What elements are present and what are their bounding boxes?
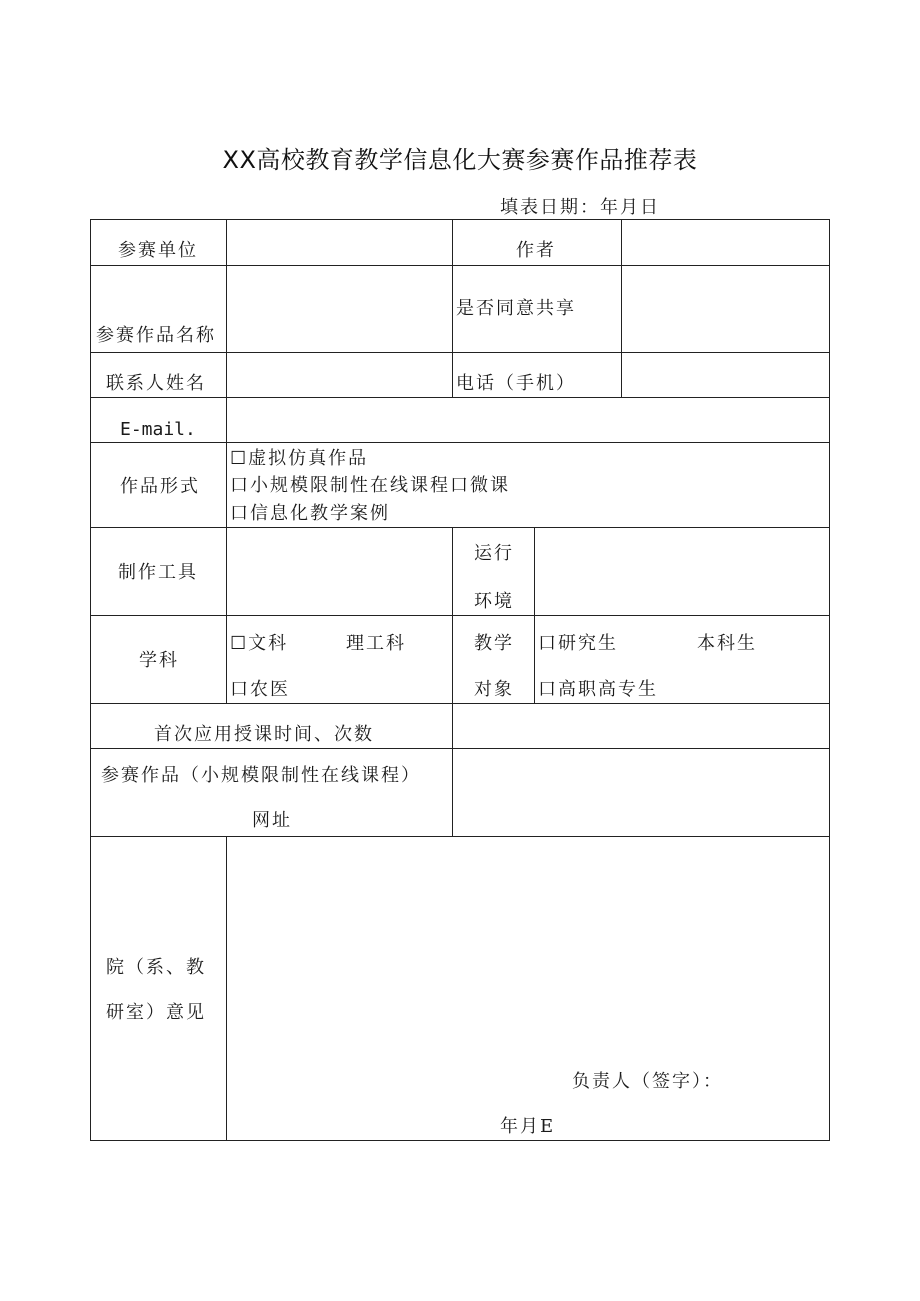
target-label: 对象 — [474, 679, 514, 700]
form-option[interactable]: 口小规模限制性在线课程口微课 — [230, 475, 510, 496]
table-line — [90, 397, 830, 398]
fill-date-value: 年月日 — [600, 197, 660, 218]
target-option-vocational[interactable]: 口高职高专生 — [538, 679, 658, 700]
unit-label: 参赛单位 — [118, 240, 198, 261]
table-line — [90, 442, 830, 443]
url-label: 网址 — [252, 810, 292, 831]
share-label: 是否同意共享 — [456, 298, 576, 319]
opinion-label: 研室）意见 — [106, 1002, 206, 1023]
form-option[interactable]: ☐虚拟仿真作品 — [230, 448, 369, 469]
table-line — [621, 219, 622, 398]
phone-label: 电话（手机） — [456, 373, 576, 394]
table-line — [452, 527, 453, 836]
target-label: 教学 — [474, 633, 514, 654]
table-line — [90, 219, 91, 1141]
table-line — [226, 219, 227, 703]
fill-date-label: 填表日期： — [500, 197, 600, 218]
table-line — [90, 527, 830, 528]
target-option-graduate[interactable]: 口研究生 — [538, 633, 618, 654]
form-label: 作品形式 — [120, 476, 200, 497]
env-label: 环境 — [474, 591, 514, 612]
target-option-undergraduate[interactable]: 本科生 — [697, 633, 757, 654]
email-label: E-mail. — [120, 419, 196, 440]
signer-label: 负责人（签字）： — [572, 1071, 723, 1092]
subject-option-science[interactable]: 理工科 — [346, 633, 406, 654]
table-line — [90, 265, 830, 266]
table-line — [90, 219, 830, 220]
table-line — [452, 219, 453, 398]
table-line — [90, 748, 830, 749]
table-line — [534, 527, 535, 704]
table-line — [90, 703, 830, 704]
form-option[interactable]: 口信息化教学案例 — [230, 503, 390, 524]
first-use-label: 首次应用授课时间、次数 — [154, 724, 374, 745]
tool-label: 制作工具 — [118, 562, 198, 583]
env-label: 运行 — [474, 543, 514, 564]
contact-label: 联系人姓名 — [106, 373, 206, 394]
table-line — [226, 836, 227, 1141]
table-line — [90, 615, 830, 616]
opinion-date: 年月E — [500, 1116, 556, 1137]
table-line — [90, 352, 830, 353]
work-name-label: 参赛作品名称 — [96, 325, 216, 346]
table-line — [829, 219, 830, 1141]
table-line — [90, 836, 830, 837]
opinion-label: 院（系、教 — [106, 957, 206, 978]
author-label: 作者 — [516, 240, 556, 261]
subject-label: 学科 — [139, 650, 179, 671]
subject-option-medicine[interactable]: 口农医 — [230, 679, 290, 700]
subject-option-arts[interactable]: ☐文科 — [230, 633, 289, 654]
url-label: 参赛作品（小规模限制性在线课程） — [101, 765, 421, 786]
page-title: XX高校教育教学信息化大赛参赛作品推荐表 — [222, 146, 698, 174]
table-line — [90, 1140, 830, 1141]
